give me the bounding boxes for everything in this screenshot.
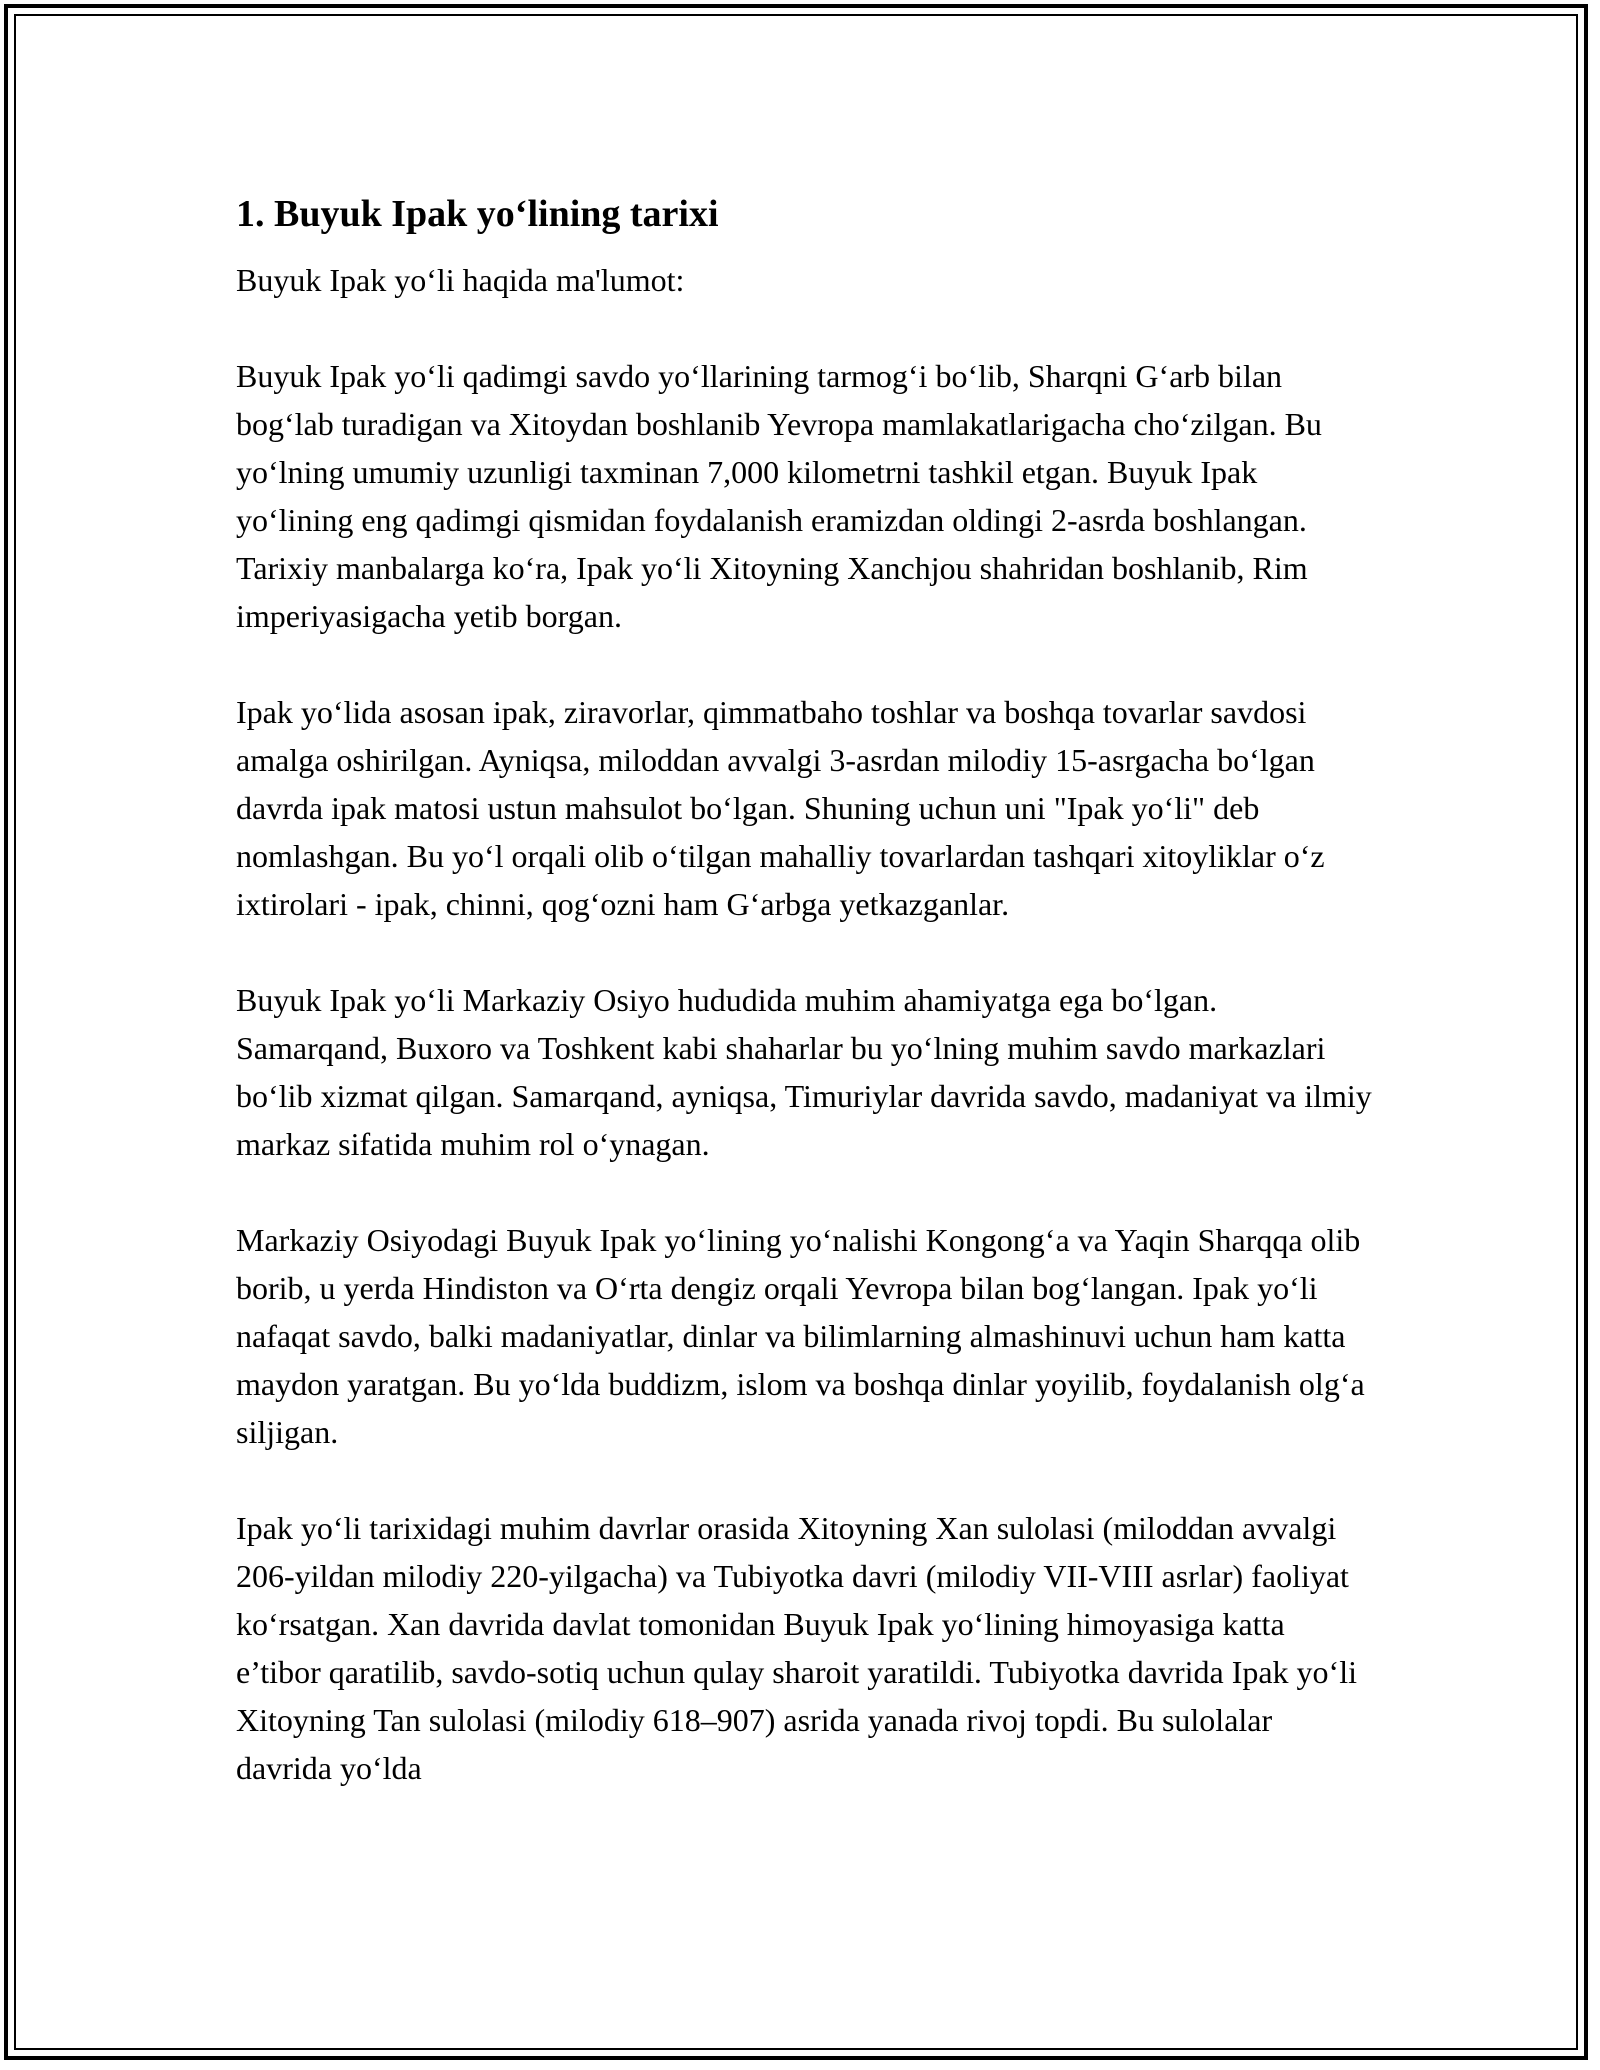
paragraph-3: Buyuk Ipak yo‘li Markaziy Osiyo hududida muhim ahamiyatga ega bo‘lgan. Samarqand, Buxoro va Toshkent kabi shaharlar bu yo‘lning muhim savdo markazlari bo‘lib xizmat qilgan. Samarqand, ayniqsa, Timuriylar davrida savdo, madaniyat va ilmiy markaz sifatida muhim rol o‘ynagan. — [236, 982, 1372, 1162]
paragraph-1: Buyuk Ipak yo‘li qadimgi savdo yo‘llarining tarmog‘i bo‘lib, Sharqni G‘arb bilan bog‘lab turadigan va Xitoydan boshlanib Yevropa mamlakatlarigacha cho‘zilgan. Bu yo‘lning umumiy uzunligi taxminan 7,000 kilometrni tashkil etgan. Buyuk Ipak yo‘lining eng qadimgi qismidan foydalanish eramizdan oldingi 2-asrda boshlangan. Tarixiy manbalarga ko‘ra, Ipak yo‘li Xitoyning Xanchjou shahridan boshlanib, Rim imperiyasigacha yetib borgan. — [236, 358, 1322, 634]
document-body — [236, 186, 1376, 1840]
intro-line: Buyuk Ipak yo‘li haqida ma'lumot: — [236, 262, 685, 298]
paragraph-2: Ipak yo‘lida asosan ipak, ziravorlar, qimmatbaho toshlar va boshqa tovarlar savdosi amalga oshirilgan. Ayniqsa, miloddan avvalgi 3-asrdan milodiy 15-asrgacha bo‘lgan davrda ipak matosi ustun mahsulot bo‘lgan. Shuning uchun uni "Ipak yo‘li" deb nomlashgan. Bu yo‘l orqali olib o‘tilgan mahalliy tovarlardan tashqari xitoyliklar o‘z ixtirolari - ipak, chinni, qog‘ozni ham G‘arbga yetkazganlar. — [236, 694, 1325, 922]
section-heading: 1. Buyuk Ipak yo‘lining tarixi — [236, 193, 719, 235]
paragraph-4: Markaziy Osiyodagi Buyuk Ipak yo‘lining yo‘nalishi Kongong‘a va Yaqin Sharqqa olib borib, u yerda Hindiston va O‘rta dengiz orqali Yevropa bilan bog‘langan. Ipak yo‘li nafaqat savdo, balki madaniyatlar, dinlar va bilimlarning almashinuvi uchun ham katta maydon yaratgan. Bu yo‘lda buddizm, islom va boshqa dinlar yoyilib, foydalanish olg‘a siljigan. — [236, 1222, 1365, 1450]
paragraph-5: Ipak yo‘li tarixidagi muhim davrlar orasida Xitoyning Xan sulolasi (miloddan avvalgi 206-yildan milodiy 220-yilgacha) va Tubiyotka davri (milodiy VII-VIII asrlar) faoliyat ko‘rsatgan. Xan davrida davlat tomonidan Buyuk Ipak yo‘lining himoyasiga katta e’tibor qaratilib, savdo-sotiq uchun qulay sharoit yaratildi. Tubiyotka davrida Ipak yo‘li Xitoyning Tan sulolasi (milodiy 618–907) asrida yanada rivoj topdi. Bu sulolalar davrida yo‘lda — [236, 1510, 1357, 1786]
